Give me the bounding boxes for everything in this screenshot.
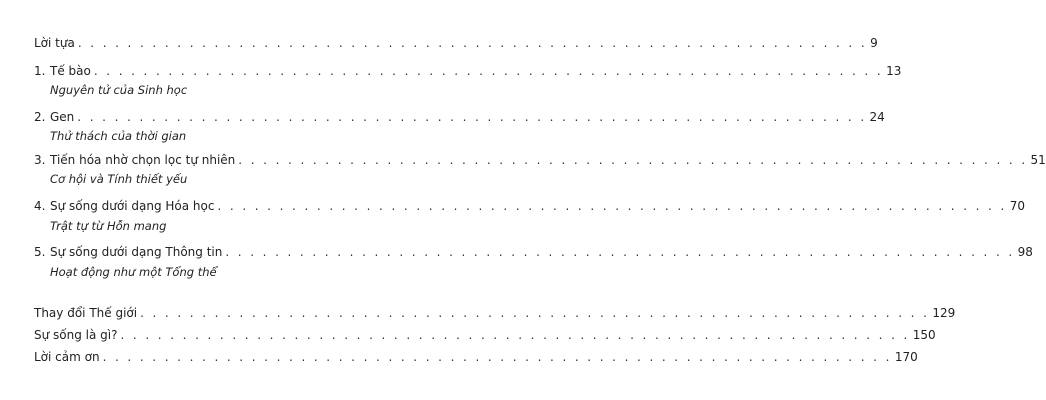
entry-page-number: 170 xyxy=(894,350,918,364)
entry-page-number: 24 xyxy=(869,110,885,124)
toc-entry-chapter-5 xyxy=(34,243,1033,261)
entry-title: Sự sống dưới dạng Thông tin xyxy=(50,245,223,259)
dot-leader: . . . . . . . . . . . . . . . . . . . . . . . . . . . . . . . . . . . . . . . . . . . . . . . . . . . . . . . . . . . . . . . . xyxy=(217,199,1007,213)
toc-entry-chapter-2 xyxy=(34,108,885,126)
toc-entry-changing-the-world xyxy=(34,304,956,322)
dot-leader: . . . . . . . . . . . . . . . . . . . . . . . . . . . . . . . . . . . . . . . . . . . . . . . . . . . . . . . . . . . . . . . . xyxy=(120,328,910,342)
entry-title: Lời tựa xyxy=(34,36,75,50)
entry-title: Sự sống là gì? xyxy=(34,328,118,342)
entry-title: Sự sống dưới dạng Hóa học xyxy=(50,199,215,213)
chapter-1-subtitle: Nguyên tử của Sinh học xyxy=(50,83,188,97)
entry-page-number: 150 xyxy=(912,328,936,342)
entry-page-number: 129 xyxy=(932,306,956,320)
entry-page-number: 9 xyxy=(870,36,878,50)
entry-page-number: 98 xyxy=(1017,245,1033,259)
toc-entry-chapter-1 xyxy=(34,62,902,80)
entry-page-number: 13 xyxy=(886,64,902,78)
entry-title: Tế bào xyxy=(50,64,91,78)
entry-title: Lời cảm ơn xyxy=(34,350,100,364)
chapter-3-subtitle: Cơ hội và Tính thiết yếu xyxy=(50,172,188,186)
dot-leader: . . . . . . . . . . . . . . . . . . . . . . . . . . . . . . . . . . . . . . . . . . . . . . . . . . . . . . . . . . . . . . . . xyxy=(238,153,1028,167)
toc-entry-what-is-life xyxy=(34,326,936,344)
chapter-number: 1. xyxy=(34,64,46,78)
chapter-2-subtitle: Thử thách của thời gian xyxy=(50,129,187,143)
dot-leader: . . . . . . . . . . . . . . . . . . . . . . . . . . . . . . . . . . . . . . . . . . . . . . . . . . . . . . . . . . . . . . . . xyxy=(77,36,868,50)
entry-page-number: 51 xyxy=(1030,153,1046,167)
dot-leader: . . . . . . . . . . . . . . . . . . . . . . . . . . . . . . . . . . . . . . . . . . . . . . . . . . . . . . . . . . . . . . . . xyxy=(140,306,930,320)
entry-page-number: 70 xyxy=(1009,199,1025,213)
dot-leader: . . . . . . . . . . . . . . . . . . . . . . . . . . . . . . . . . . . . . . . . . . . . . . . . . . . . . . . . . . . . . . . . xyxy=(93,64,884,78)
dot-leader: . . . . . . . . . . . . . . . . . . . . . . . . . . . . . . . . . . . . . . . . . . . . . . . . . . . . . . . . . . . . . . . . xyxy=(77,110,867,124)
toc-entry-chapter-3 xyxy=(34,151,1046,169)
entry-title: Gen xyxy=(50,110,75,124)
toc-entry-chapter-4 xyxy=(34,197,1025,215)
chapter-number: 4. xyxy=(34,199,46,213)
toc-entry-acknowledgements xyxy=(34,348,918,366)
dot-leader: . . . . . . . . . . . . . . . . . . . . . . . . . . . . . . . . . . . . . . . . . . . . . . . . . . . . . . . . . . . . . . . . xyxy=(225,245,1015,259)
chapter-number: 2. xyxy=(34,110,46,124)
entry-title: Thay đổi Thế giới xyxy=(34,306,138,320)
chapter-number: 3. xyxy=(34,153,46,167)
toc-entry-preface xyxy=(34,34,878,52)
dot-leader: . . . . . . . . . . . . . . . . . . . . . . . . . . . . . . . . . . . . . . . . . . . . . . . . . . . . . . . . . . . . . . . . xyxy=(102,350,892,364)
chapter-4-subtitle: Trật tự từ Hỗn mang xyxy=(50,219,167,233)
chapter-5-subtitle: Hoạt động như một Tổng thể xyxy=(50,265,217,279)
entry-title: Tiến hóa nhờ chọn lọc tự nhiên xyxy=(50,153,236,167)
chapter-number: 5. xyxy=(34,245,46,259)
